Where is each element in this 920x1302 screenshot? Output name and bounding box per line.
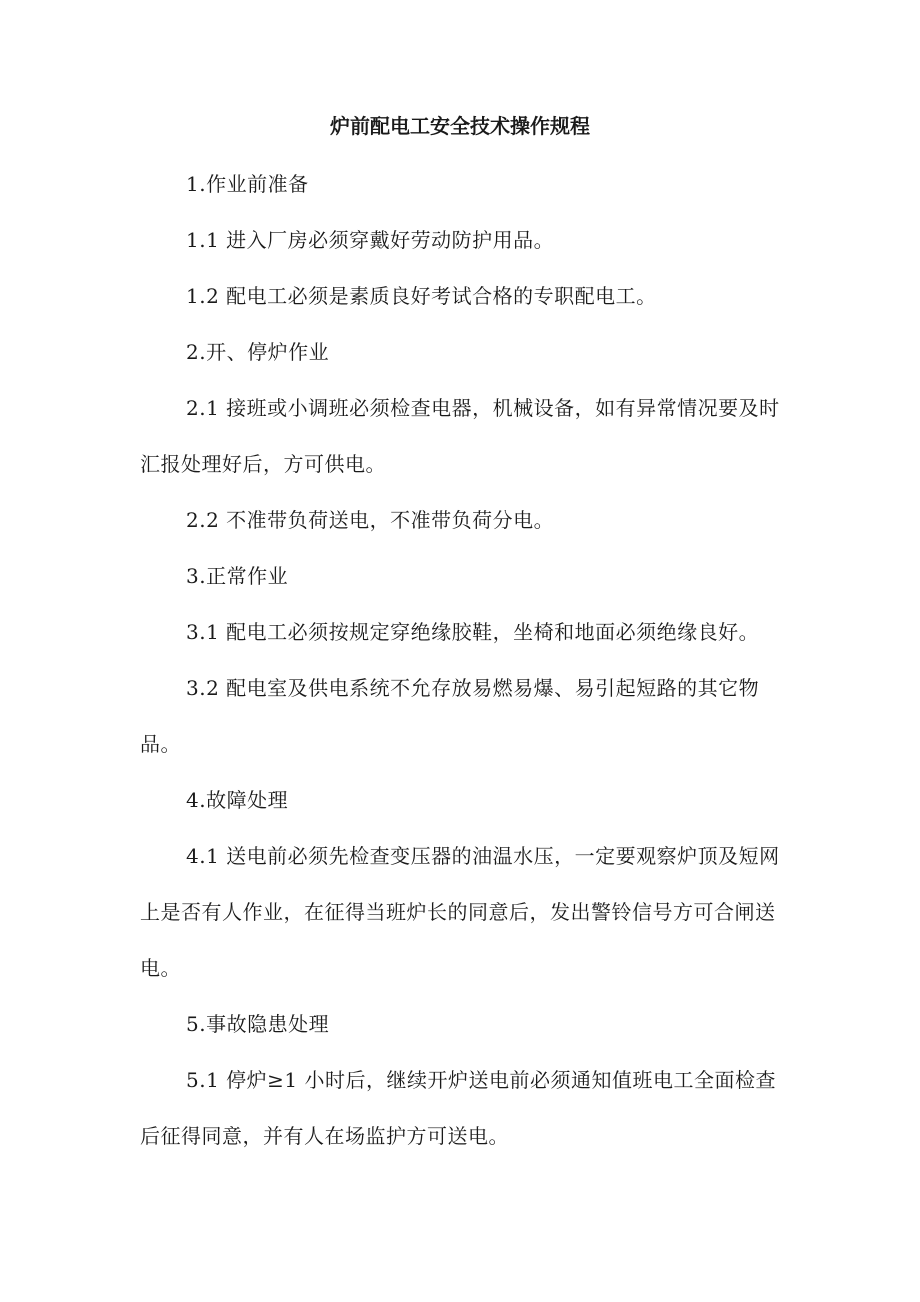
document-title: 炉前配电工安全技术操作规程 <box>330 114 590 138</box>
paragraph-4-1: 4.1 送电前必须先检查变压器的油温水压，一定要观察炉顶及短网上是否有人作业，在征得当班炉长的同意后，发出警铃信号方可合闸送电。 <box>140 844 780 980</box>
paragraph-5-1: 5.1 停炉≥1 小时后，继续开炉送电前必须通知值班电工全面检查后征得同意，并有人在场监护方可送电。 <box>140 1068 777 1148</box>
section-heading-5: 5.事故隐患处理 <box>186 1012 330 1036</box>
paragraph-1-2: 1.2 配电工必须是素质良好考试合格的专职配电工。 <box>186 284 657 308</box>
section-heading-4: 4.故障处理 <box>186 788 289 812</box>
section-heading-1: 1.作业前准备 <box>186 172 309 196</box>
paragraph-2-1: 2.1 接班或小调班必须检查电器，机械设备，如有异常情况要及时汇报处理好后，方可供电。 <box>140 396 780 476</box>
paragraph-3-1: 3.1 配电工必须按规定穿绝缘胶鞋，坐椅和地面必须绝缘良好。 <box>186 620 760 644</box>
section-heading-2: 2.开、停炉作业 <box>186 340 330 364</box>
section-heading-3: 3.正常作业 <box>186 564 289 588</box>
paragraph-2-2: 2.2 不准带负荷送电，不准带负荷分电。 <box>186 508 555 532</box>
paragraph-3-2: 3.2 配电室及供电系统不允存放易燃易爆、易引起短路的其它物品。 <box>140 676 760 756</box>
paragraph-1-1: 1.1 进入厂房必须穿戴好劳动防护用品。 <box>186 228 555 252</box>
